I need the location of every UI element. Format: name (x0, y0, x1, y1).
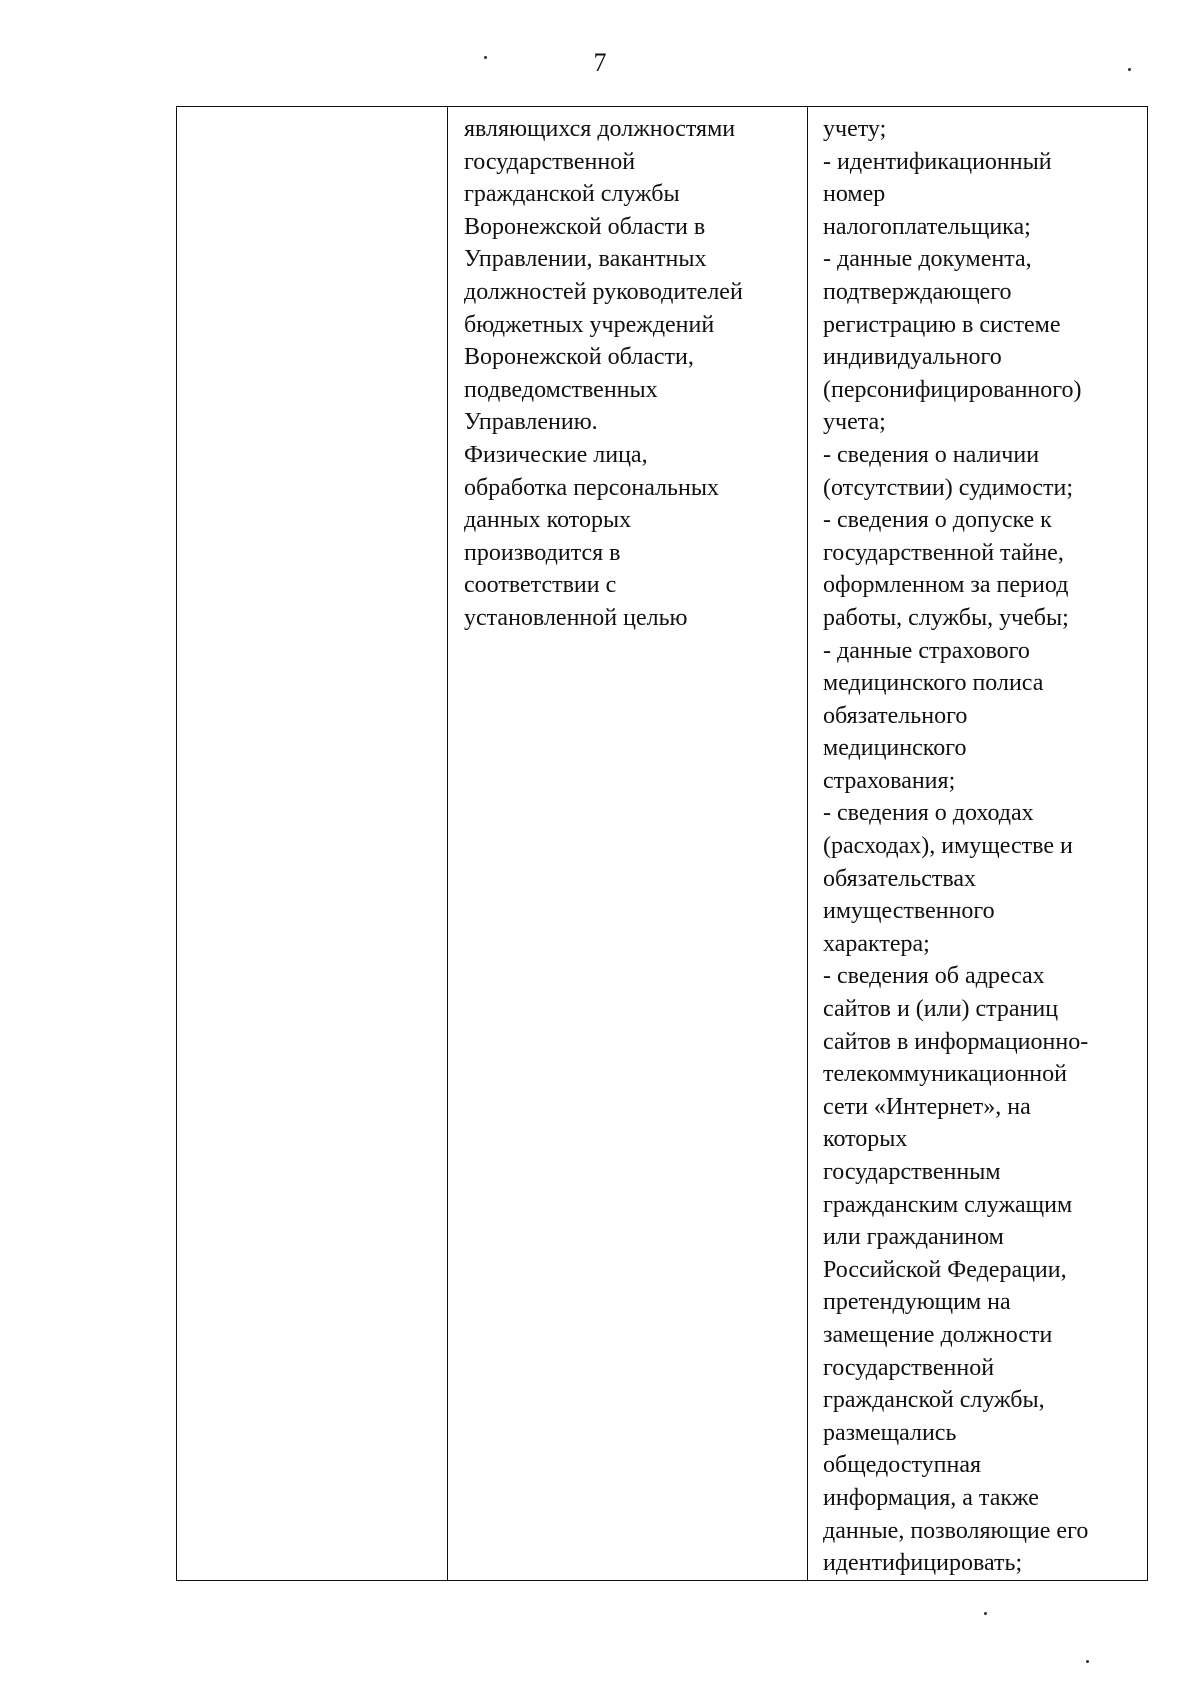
scan-speck (484, 56, 487, 59)
subjects-text: являющихся должностями государственной гражданской службы Воронежской области в Управлении, вакантных должностей руководителей бюджетных учреждений Воронежской области, подведомственных Управлению. Физические лица, обработка персональных данных которых производится в соответствии с установленной целью (464, 116, 743, 631)
table-cell-subjects (448, 107, 808, 1580)
data-list-text: учету; - идентификационный номер налогоплательщика; - данные документа, подтверждающего регистрацию в системе индивидуального (персонифицированного) учета; - сведения о наличии (отсутствии) судимости; - сведения о допуске к государственной тайне, оформленном за период работы, службы, учебы; - данные страхового медицинского полиса обязательного медицинского страхования; - сведения о доходах (расходах), имуществе и обязательствах имущественного характера; - сведения об адресах сайтов и (или) страниц сайтов в информационно- телекоммуникационной сети «Интернет», на которых государственным гражданским служащим или гражданином Российской Федерации, претендующим на замещение должности государственной гражданской службы, размещались общедоступная информация, а также данные, позволяющие его идентифицировать; (823, 116, 1089, 1577)
page-number: 7 (593, 48, 607, 77)
table-cell-data-list (808, 107, 1147, 1580)
scan-speck (1128, 68, 1131, 71)
scan-speck (1086, 1660, 1089, 1663)
personal-data-table (176, 106, 1148, 1581)
scan-speck (984, 1612, 987, 1615)
table-cell-category (177, 107, 448, 1580)
